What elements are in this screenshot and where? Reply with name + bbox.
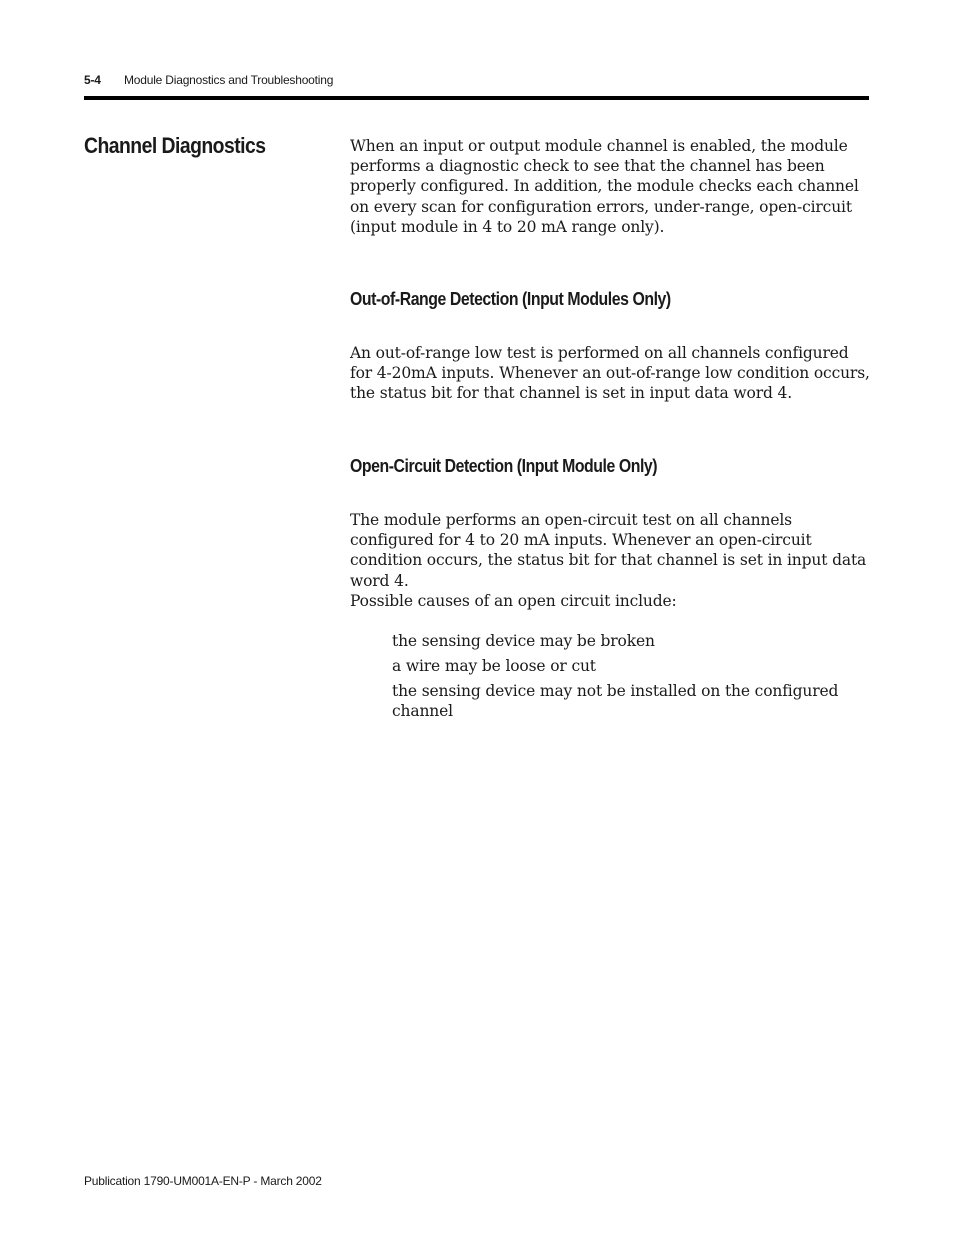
- page-number: 5-4: [84, 73, 101, 87]
- list-item: a wire may be loose or cut: [392, 657, 596, 675]
- open-circuit-paragraph: The module performs an open-circuit test on all channels configured for 4 to 20 mA inputs. Whenever an open-circuit condition occurs, the status bit for that channel is set in input data word 4.: [350, 511, 867, 590]
- list-item: the sensing device may not be installed on the configured channel: [392, 682, 839, 721]
- header-rule: [84, 96, 869, 100]
- causes-intro: Possible causes of an open circuit include:: [350, 592, 677, 610]
- publication-footer: Publication 1790-UM001A-EN-P - March 2002: [84, 1174, 322, 1188]
- running-header: [84, 73, 333, 87]
- open-circuit-heading: Open-Circuit Detection (Input Module Only): [350, 456, 658, 476]
- section-title: Channel Diagnostics: [84, 133, 266, 158]
- out-of-range-heading: Out-of-Range Detection (Input Modules Only): [350, 289, 671, 309]
- intro-paragraph: When an input or output module channel is enabled, the module performs a diagnostic check to see that the channel has been properly configured. In addition, the module checks each channel on every scan for configuration errors, under-range, open-circuit (input module in 4 to 20 mA range only).: [350, 137, 859, 236]
- list-item: the sensing device may be broken: [392, 632, 655, 650]
- chapter-title: Module Diagnostics and Troubleshooting: [124, 73, 334, 87]
- out-of-range-paragraph: An out-of-range low test is performed on all channels configured for 4-20mA inputs. Whenever an out-of-range low condition occurs, the status bit for that channel is set in input data word 4.: [350, 344, 870, 403]
- causes-list: [392, 631, 852, 726]
